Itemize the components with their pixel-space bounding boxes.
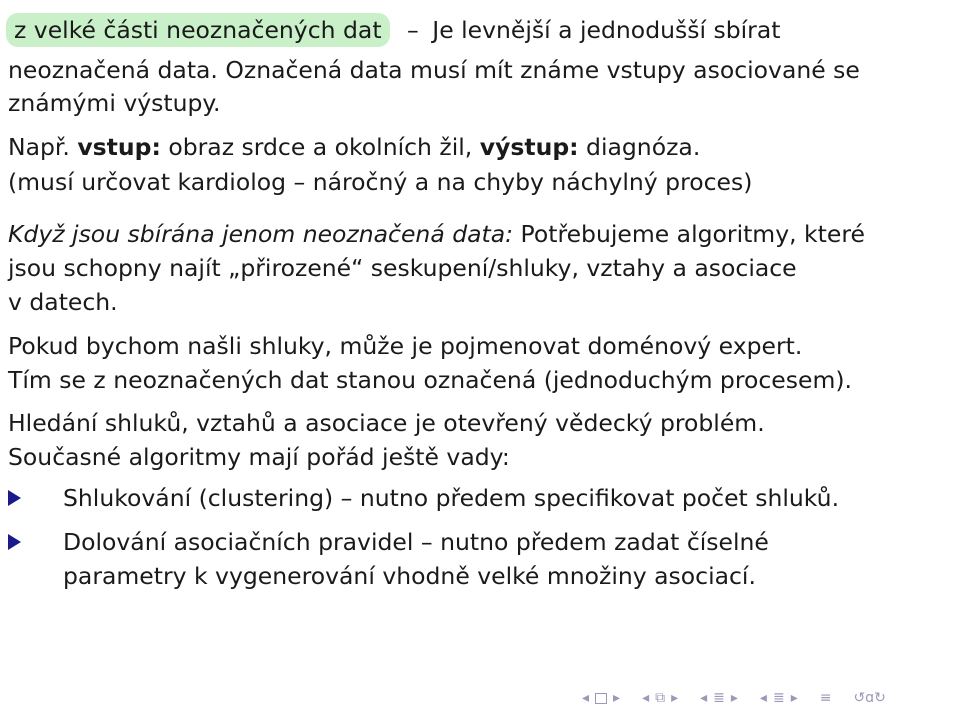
text-line-3: známými výstupy. [8,89,221,117]
bullet-item-2-line-2: parametry k vygenerování vhodně velké množiny asociací. [63,562,756,590]
nav-left-arrow-icon[interactable]: ◂ [700,690,708,706]
bullet-item-2-line-1: Dolování asociačních pravidel – nutno předem zadat číselné [63,528,769,556]
nav-right-arrow-icon[interactable]: ▸ [790,690,798,706]
nav-subsection-icon[interactable]: ⧉ [655,690,666,706]
text-line-11: Hledání shluků, vztahů a asociace je otevřený vědecký problém. [8,409,765,437]
text-line-1-rest: Je levnější a jednodušší sbírat [432,16,781,44]
text-line-7: jsou schopny najít „přirozené“ seskupení/shluky, vztahy a asociace [8,254,797,282]
text-line-9: Pokud bychom našli shluky, může je pojmenovat doménový expert. [8,332,803,360]
nav-right-arrow-icon[interactable]: ▸ [613,690,621,706]
nav-left-arrow-icon[interactable]: ◂ [759,690,767,706]
input-value: obraz srdce a okolních žil, [168,133,473,161]
italic-condition: Když jsou sbírána jenom neoznačená data: [8,220,514,248]
nav-align-icon[interactable]: ≡ [819,690,832,706]
output-label: výstup: [479,133,579,161]
dash: – [407,16,419,44]
text-line-6-rest: Potřebujeme algoritmy, které [520,220,865,248]
nav-right-arrow-icon[interactable]: ▸ [671,690,679,706]
text-line-6 [8,217,865,251]
nav-section-icon[interactable]: ≣ [713,690,725,706]
nav-section-icon[interactable]: ≣ [772,690,785,706]
text-line-10: Tím se z neoznačených dat stanou označená (jednoduchým procesem). [8,366,852,394]
text-line-8: v datech. [8,288,118,316]
text-line-4 [8,130,700,164]
bullet-triangle-icon [8,490,21,506]
text-line-1 [8,13,780,47]
nav-frame-icon[interactable] [595,693,607,704]
nav-right-arrow-icon[interactable]: ▸ [730,690,738,706]
text-line-2: neoznačená data. Označená data musí mít známe vstupy asociované se [8,56,860,84]
nav-left-arrow-icon[interactable]: ◂ [642,690,650,706]
output-value: diagnóza. [586,133,701,161]
highlighted-phrase: z velké části neoznačených dat [6,13,390,47]
bullet-triangle-icon [8,534,21,550]
example-label: Např. [8,133,70,161]
bullet-item-1: Shlukování (clustering) – nutno předem specifikovat počet shluků. [63,484,840,512]
nav-search-icon[interactable]: ↺ɑ↻ [853,690,886,706]
beamer-navigation-bar [582,688,886,708]
text-line-12: Současné algoritmy mají pořád ještě vady: [8,443,510,471]
text-line-5: (musí určovat kardiolog – náročný a na chyby náchylný proces) [8,168,753,196]
input-label: vstup: [77,133,161,161]
nav-left-arrow-icon[interactable]: ◂ [582,690,590,706]
